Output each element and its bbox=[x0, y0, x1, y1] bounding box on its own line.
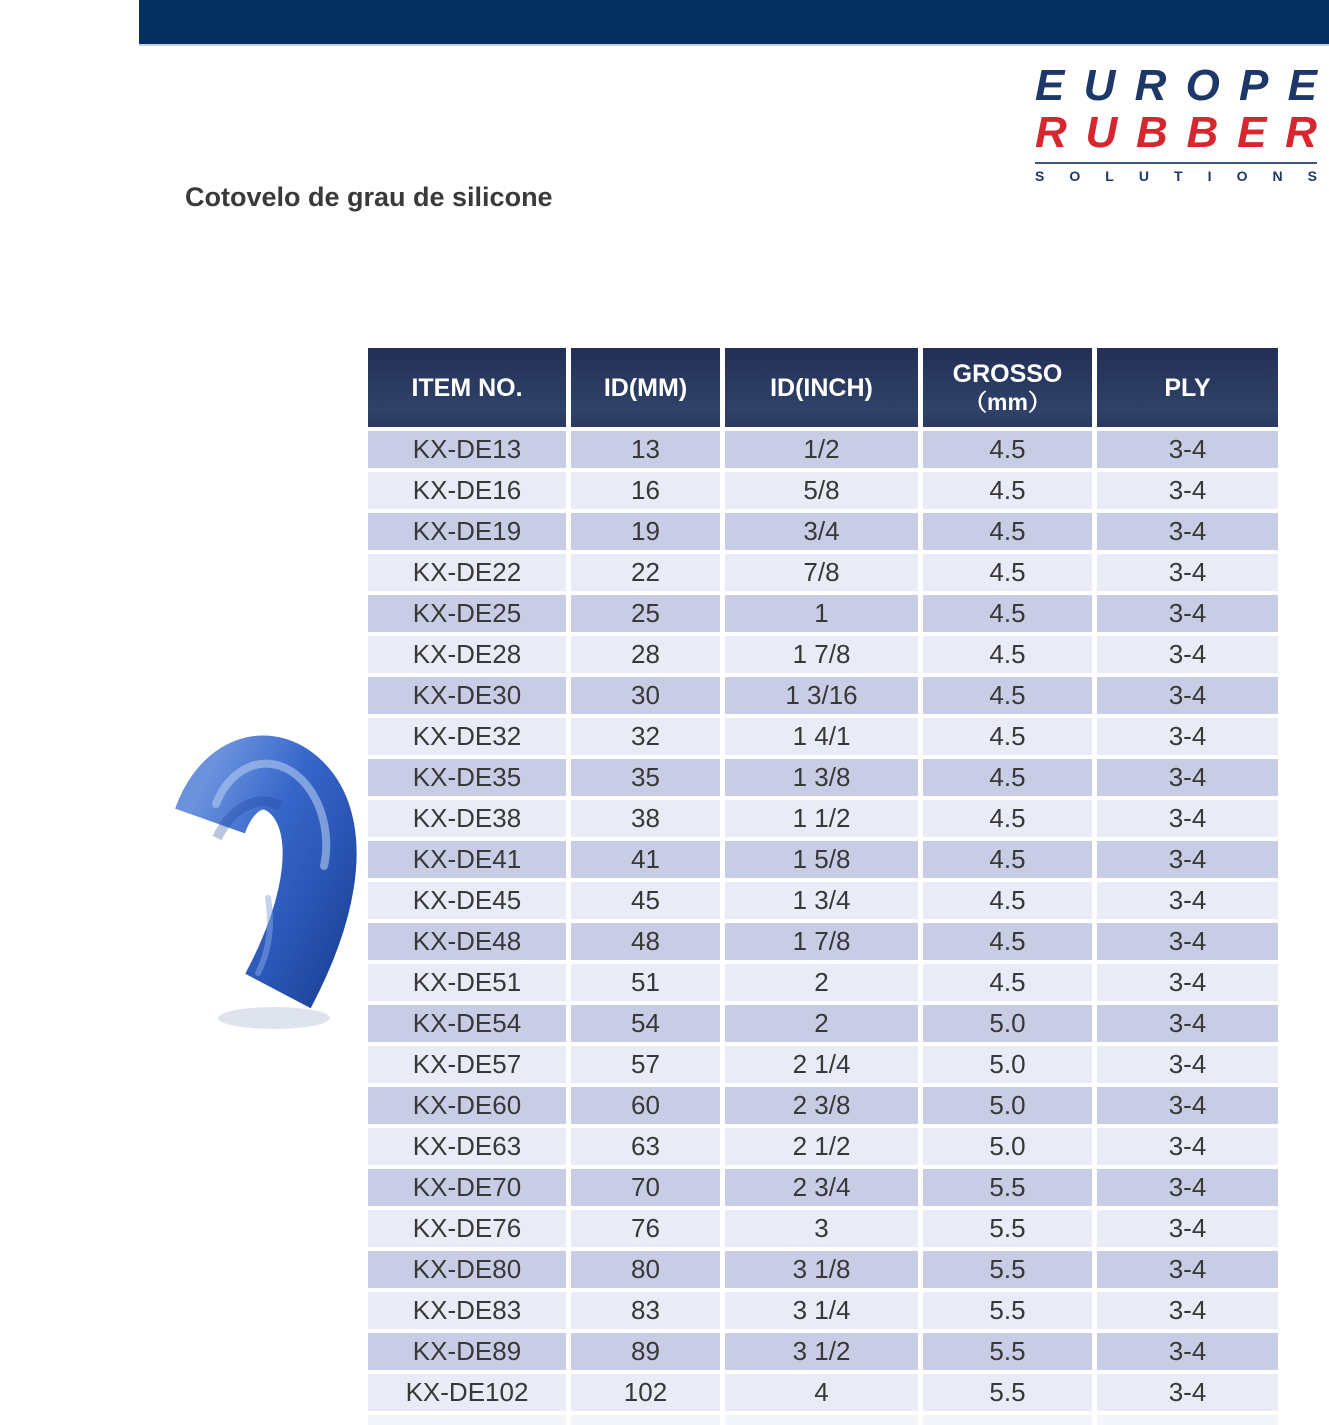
table-cell: 2 1/2 bbox=[725, 1128, 918, 1165]
table-cell: 3-4 bbox=[1097, 513, 1278, 550]
table-cell: 60 bbox=[571, 1087, 720, 1124]
table-cell: 13 bbox=[571, 431, 720, 468]
table-cell: 3-4 bbox=[1097, 636, 1278, 673]
table-cell: 41 bbox=[571, 841, 720, 878]
table-cell: 3 1/8 bbox=[725, 1251, 918, 1288]
table-cell: 4 bbox=[725, 1374, 918, 1411]
table-cell: 4.5 bbox=[923, 718, 1092, 755]
table-cell: KX-DE41 bbox=[368, 841, 566, 878]
table-cell: KX-DE63 bbox=[368, 1128, 566, 1165]
table-cell: 5/8 bbox=[725, 472, 918, 509]
table-cell: KX-DE57 bbox=[368, 1046, 566, 1083]
table-cell: 45 bbox=[571, 882, 720, 919]
table-cell: 1 3/16 bbox=[725, 677, 918, 714]
table-cell: 80 bbox=[571, 1251, 720, 1288]
column-header: ID(INCH) bbox=[725, 348, 918, 427]
table-cell: 63 bbox=[571, 1128, 720, 1165]
table-cell: 4.5 bbox=[923, 677, 1092, 714]
column-header: ITEM NO. bbox=[368, 348, 566, 427]
table-cell: KX-DE60 bbox=[368, 1087, 566, 1124]
table-cell: KX-DE70 bbox=[368, 1169, 566, 1206]
table-cell: 3-4 bbox=[1097, 1374, 1278, 1411]
elbow-shadow bbox=[218, 1007, 330, 1029]
table-cell: 89 bbox=[571, 1333, 720, 1370]
table-cell: 3-4 bbox=[1097, 759, 1278, 796]
table-cell: 5.5 bbox=[923, 1333, 1092, 1370]
column-header: GROSSO （mm） bbox=[923, 348, 1092, 427]
table-cell: 1 5/8 bbox=[725, 841, 918, 878]
logo-word-solutions: S O L U T I O N S bbox=[1035, 167, 1317, 184]
table-cell: 5.5 bbox=[923, 1292, 1092, 1329]
column-header: PLY bbox=[1097, 348, 1278, 427]
table-cell: 3-4 bbox=[1097, 1251, 1278, 1288]
table-cell: 4.5 bbox=[923, 882, 1092, 919]
table-cell: 3-4 bbox=[1097, 964, 1278, 1001]
table-cell: 1 3/4 bbox=[725, 882, 918, 919]
table-cell: 4.5 bbox=[923, 554, 1092, 591]
table-cell: KX-DE13 bbox=[368, 431, 566, 468]
table-cell: KX-DE19 bbox=[368, 513, 566, 550]
table-cell: 5.5 bbox=[923, 1169, 1092, 1206]
table-cell: 1 4/1 bbox=[725, 718, 918, 755]
table-cell: 1/2 bbox=[725, 431, 918, 468]
table-cell-partial bbox=[1097, 1415, 1278, 1425]
table-cell: 70 bbox=[571, 1169, 720, 1206]
table-cell: KX-DE51 bbox=[368, 964, 566, 1001]
top-banner bbox=[139, 0, 1329, 46]
table-cell: 2 3/4 bbox=[725, 1169, 918, 1206]
table-cell: 1 7/8 bbox=[725, 923, 918, 960]
table-cell: 3 1/4 bbox=[725, 1292, 918, 1329]
table-cell: 3-4 bbox=[1097, 882, 1278, 919]
brand-logo bbox=[1035, 61, 1317, 184]
table-cell: KX-DE32 bbox=[368, 718, 566, 755]
table-cell: KX-DE48 bbox=[368, 923, 566, 960]
table-cell: 19 bbox=[571, 513, 720, 550]
table-cell: 3-4 bbox=[1097, 472, 1278, 509]
table-cell: 4.5 bbox=[923, 472, 1092, 509]
table-cell: 3-4 bbox=[1097, 800, 1278, 837]
table-cell: 3-4 bbox=[1097, 1210, 1278, 1247]
table-cell: 5.5 bbox=[923, 1251, 1092, 1288]
table-cell: 30 bbox=[571, 677, 720, 714]
table-cell: 1 3/8 bbox=[725, 759, 918, 796]
table-cell: KX-DE30 bbox=[368, 677, 566, 714]
table-cell: 3 1/2 bbox=[725, 1333, 918, 1370]
table-cell: KX-DE28 bbox=[368, 636, 566, 673]
table-cell: 54 bbox=[571, 1005, 720, 1042]
table-cell: 51 bbox=[571, 964, 720, 1001]
table-cell: KX-DE83 bbox=[368, 1292, 566, 1329]
table-cell: 3-4 bbox=[1097, 1169, 1278, 1206]
logo-word-europe: E U R O P E bbox=[1035, 61, 1317, 110]
table-cell: KX-DE22 bbox=[368, 554, 566, 591]
table-cell: KX-DE80 bbox=[368, 1251, 566, 1288]
table-cell: 3-4 bbox=[1097, 1128, 1278, 1165]
table-cell: 5.5 bbox=[923, 1374, 1092, 1411]
table-cell: 102 bbox=[571, 1374, 720, 1411]
table-cell: 3-4 bbox=[1097, 677, 1278, 714]
table-cell: 3-4 bbox=[1097, 1087, 1278, 1124]
table-cell: 4.5 bbox=[923, 513, 1092, 550]
table-cell: 76 bbox=[571, 1210, 720, 1247]
table-cell: 4.5 bbox=[923, 964, 1092, 1001]
table-cell: 4.5 bbox=[923, 841, 1092, 878]
table-cell: 2 bbox=[725, 964, 918, 1001]
table-cell: 3-4 bbox=[1097, 841, 1278, 878]
table-cell: 3-4 bbox=[1097, 595, 1278, 632]
table-cell: 3-4 bbox=[1097, 1005, 1278, 1042]
table-cell: 3-4 bbox=[1097, 554, 1278, 591]
table-cell: KX-DE54 bbox=[368, 1005, 566, 1042]
table-cell: 28 bbox=[571, 636, 720, 673]
table-cell: 3 bbox=[725, 1210, 918, 1247]
column-header: ID(MM) bbox=[571, 348, 720, 427]
table-cell: KX-DE45 bbox=[368, 882, 566, 919]
table-cell: 48 bbox=[571, 923, 720, 960]
table-cell: 3-4 bbox=[1097, 431, 1278, 468]
table-cell: 38 bbox=[571, 800, 720, 837]
table-cell: 4.5 bbox=[923, 431, 1092, 468]
table-cell: 3/4 bbox=[725, 513, 918, 550]
table-cell: 3-4 bbox=[1097, 1046, 1278, 1083]
table-cell: 1 7/8 bbox=[725, 636, 918, 673]
table-cell: 5.0 bbox=[923, 1046, 1092, 1083]
table-cell: 22 bbox=[571, 554, 720, 591]
table-cell: 1 bbox=[725, 595, 918, 632]
table-cell: KX-DE102 bbox=[368, 1374, 566, 1411]
table-cell: KX-DE38 bbox=[368, 800, 566, 837]
table-cell: 3-4 bbox=[1097, 923, 1278, 960]
table-cell: 57 bbox=[571, 1046, 720, 1083]
table-cell: 7/8 bbox=[725, 554, 918, 591]
table-cell: 16 bbox=[571, 472, 720, 509]
table-cell-partial bbox=[368, 1415, 566, 1425]
table-cell: 5.0 bbox=[923, 1005, 1092, 1042]
table-cell-partial bbox=[725, 1415, 918, 1425]
table-cell: KX-DE76 bbox=[368, 1210, 566, 1247]
page-title: Cotovelo de grau de silicone bbox=[185, 182, 553, 212]
table-cell: 3-4 bbox=[1097, 718, 1278, 755]
table-cell: KX-DE16 bbox=[368, 472, 566, 509]
logo-divider bbox=[1035, 162, 1317, 164]
table-cell: 5.0 bbox=[923, 1128, 1092, 1165]
product-table bbox=[368, 348, 1278, 1425]
table-cell: 5.0 bbox=[923, 1087, 1092, 1124]
table-cell: 25 bbox=[571, 595, 720, 632]
table-cell: 35 bbox=[571, 759, 720, 796]
logo-word-rubber: R U B B E R bbox=[1035, 107, 1317, 157]
table-cell: KX-DE89 bbox=[368, 1333, 566, 1370]
table-cell-partial bbox=[923, 1415, 1092, 1425]
table-cell: 4.5 bbox=[923, 759, 1092, 796]
table-cell: 5.5 bbox=[923, 1210, 1092, 1247]
table-cell: 2 bbox=[725, 1005, 918, 1042]
table-cell: 4.5 bbox=[923, 923, 1092, 960]
silicone-elbow-photo bbox=[172, 718, 370, 1038]
table-cell: KX-DE35 bbox=[368, 759, 566, 796]
table-cell: 4.5 bbox=[923, 636, 1092, 673]
table-cell: 1 1/2 bbox=[725, 800, 918, 837]
table-cell: 3-4 bbox=[1097, 1333, 1278, 1370]
table-cell: 32 bbox=[571, 718, 720, 755]
table-cell: 4.5 bbox=[923, 595, 1092, 632]
table-cell: 83 bbox=[571, 1292, 720, 1329]
table-cell: KX-DE25 bbox=[368, 595, 566, 632]
table-cell-partial bbox=[571, 1415, 720, 1425]
table-cell: 3-4 bbox=[1097, 1292, 1278, 1329]
table-cell: 2 1/4 bbox=[725, 1046, 918, 1083]
table-cell: 2 3/8 bbox=[725, 1087, 918, 1124]
table-cell: 4.5 bbox=[923, 800, 1092, 837]
